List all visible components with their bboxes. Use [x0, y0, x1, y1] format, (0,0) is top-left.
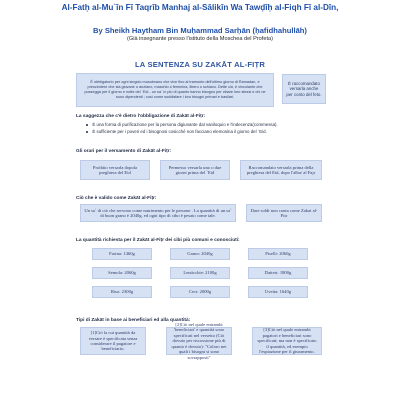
timing-box: Raccomandato versarla prima della preghiera del Eid, dopo l'alba/ al Fajr — [240, 160, 322, 180]
quantity-box: Farina: 1460g — [92, 248, 152, 260]
wisdom-bullet — [86, 122, 278, 127]
valid-box: Dare soldi non conta come Zakat al-Fitr — [246, 204, 322, 222]
timing-box: Permesso versarla uno o due giorni prima del `Eid — [160, 160, 230, 180]
valid-label: Ciò che è valido come Zakāt al-Fiṭr: — [76, 196, 157, 201]
quantity-box: Grano: 2040g — [170, 248, 230, 260]
valid-box: Un sa` di ciò che servono come nutrimento per le persone . La quantità di un sa` di buon grano è 2040g, ed ogni tipo di cibo è pesato come tale. — [80, 204, 236, 222]
fetus-note-box: È raccomandato versarla anche per conto del feto. — [282, 74, 326, 104]
type-box: [3]Ciò nel quale entrambi pagatori e beneficiari sono specificati; ma non è specificato il quantità, ed esempio l'espiazione per il giuramento. — [252, 327, 322, 355]
type-box: [2]Ciò nel quale entrambi 'beneficiari' e quantità sono specificati nel versetto (Ciò dovuto per riscossione più di quanto è dovuto): "Coloro nei quali i bisogni si sono sovrapposti" — [166, 327, 232, 355]
type-box: [1]Ciò la cui quantità da versare è specificata senza considerare il pagatore e beneficiario. — [80, 327, 146, 355]
page-title: LA SENTENZA SU ZAKĀT AL-FIṬR — [134, 60, 266, 69]
wisdom-bullet — [86, 129, 267, 134]
author-note: (Già insegnante presso l'istituto della Moschea del Profeta) — [127, 36, 273, 42]
quantity-box: Piselli: 2060g — [248, 248, 308, 260]
timing-label: Gli orari per il versamento di Zakāt al-Fiṭr: — [76, 149, 172, 154]
quantities-label: La quantità richiesta per il Zakāt al-Fiṭr dei cibi più comuni e conosciuti: — [76, 238, 240, 243]
wisdom-bullet-text: È una forma di purificazione per la persona digiunante dal vaniloquio e l'indecenza(commessa). — [92, 122, 278, 127]
wisdom-label: La saggezza che c'è dietro l'obbligazione di Zakāt al-Fiṭr: — [76, 114, 206, 119]
quantity-box: Uvetta: 1640g — [248, 286, 308, 298]
timing-box: Proibito versarla dopola preghiera del Eid — [80, 160, 150, 180]
types-label: Tipi di Zakāt in base ai beneficiari ed alla quantità: — [76, 318, 191, 323]
author-line: By Sheikh Haytham Bin Muḥammad Sarḥān (ḥafidhahullāh) — [93, 26, 307, 35]
intro-box: È obbligatorio per ogni singolo musulmano che vive fino al tramonto dell'ultimo giorno di Ramadan, e prescindere che sia giovane o anziano, maschio o femmina, libero o schiavo. Dette ciò, è vincolante che possegga per il giorno e notte del `Eid - un sa` in più di quanto hanno bisogno per cibare loro stessi e chi ne sono dipendenti ; così come soddisfare i loro bisogni primari e basilari. — [76, 73, 274, 107]
quantity-box: Riso: 2300g — [92, 286, 152, 298]
quantity-box: Semola: 2060g — [92, 267, 152, 279]
quantity-box: Ceci: 2000g — [170, 286, 230, 298]
wisdom-bullet-text: È sufficiente per i poveri ed i bisognosi cosicché non facciano elemosina il giorno del `Eid. — [92, 129, 267, 134]
quantity-box: Datteri: 1800g — [248, 267, 308, 279]
bullet-icon — [86, 124, 88, 126]
bullet-icon — [86, 131, 88, 133]
book-title: Al-Fatḥ al-Mu`īn Fī Taqrīb Manhaj al-Sālikīn Wa Tawḍīḥ al-Fiqh Fī al-Dīn, — [61, 3, 339, 12]
quantity-box: Lenticchie: 2100g — [170, 267, 230, 279]
